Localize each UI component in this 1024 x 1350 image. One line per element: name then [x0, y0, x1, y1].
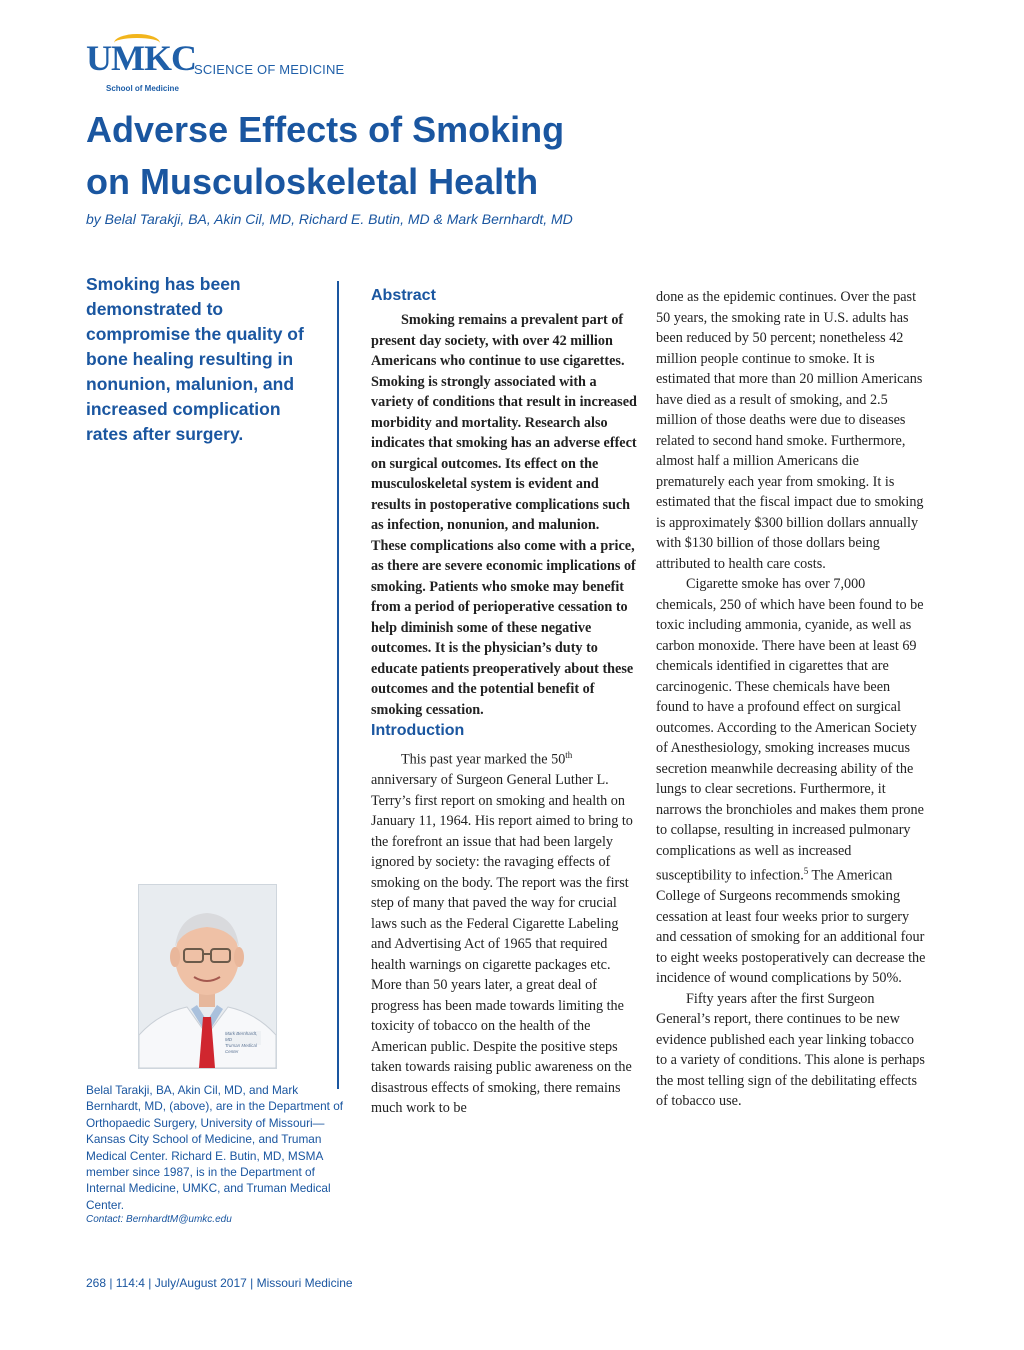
- intro-superscript: th: [565, 750, 573, 760]
- title-line-2: on Musculoskeletal Health: [86, 161, 539, 202]
- intro-text-b: anniversary of Surgeon General Luther L. Terry’s first report on smoking and health on January 11, 1964. His report aimed to bring to the forefront an issue that had been largely ignored by society: the ravaging effects of smoking on the body. The report was the first step of many that paved the way for crucial laws such as the Federal Cigarette Labeling and Advertising Act of 1965 that required health warnings on cigarette packages etc. More than 50 years later, a great deal of progress has been made towards limiting the toxicity of tobacco on the health of the American public. Despite the positive steps taken towards raising public awareness on the disastrous effects of smoking, there remains much work to be: [371, 772, 633, 1117]
- column-divider: [337, 281, 339, 1089]
- body-p2-text-b: The American College of Surgeons recommends smoking cessation at least four weeks prior to surgery and cessation of smoking for an additional four to eight weeks postoperatively can decrease the incidence of wound complications by 50%.: [656, 867, 926, 987]
- abstract-heading: Abstract: [371, 287, 436, 304]
- photo-name-badge: [225, 1031, 265, 1055]
- photo-badge-name: Mark Bernhardt, MD: [225, 1031, 258, 1042]
- byline: by Belal Tarakji, BA, Akin Cil, MD, Richard E. Butin, MD & Mark Bernhardt, MD: [86, 211, 573, 227]
- photo-badge-org: Truman Medical Center: [225, 1043, 257, 1054]
- logo-wordmark: [86, 40, 196, 76]
- title-line-1: Adverse Effects of Smoking: [86, 109, 565, 150]
- pull-quote: Smoking has been demonstrated to compromise the quality of bone healing resulting in nonunion, malunion, and increased complication rates after surgery.: [86, 274, 304, 444]
- author-photo: [138, 884, 277, 1069]
- middle-column: [371, 285, 637, 1119]
- logo-subtitle: School of Medicine: [106, 84, 179, 93]
- page-footer: 268 | 114:4 | July/August 2017 | Missouri Medicine: [86, 1276, 353, 1290]
- reference-superscript: 5: [803, 866, 809, 876]
- introduction-heading: Introduction: [371, 722, 465, 739]
- umkc-logo: [86, 40, 196, 93]
- author-caption: Belal Tarakji, BA, Akin Cil, MD, and Mark Bernhardt, MD, (above), are in the Department of Orthopaedic Surgery, University of Missouri—Kansas City School of Medicine, and Truman Medical Center. Richard E. Butin, MD, MSMA member since 1987, is in the Department of Internal Medicine, UMKC, and Truman Medical Center.: [86, 1083, 344, 1212]
- right-column: [656, 287, 926, 1112]
- logo-text: UMKC: [86, 38, 196, 78]
- introduction-paragraph: [371, 745, 637, 1119]
- body-paragraph-1: done as the epidemic continues. Over the past 50 years, the smoking rate in U.S. adults has been reduced by 50 percent; nonetheless 42 million people continue to smoke. It is estimated that more than 20 million Americans have died as a result of smoking, and 2.5 million of those deaths were due to diseases related to second hand smoke. Furthermore, almost half a million Americans die prematurely each year from smoking. It is estimated that the fiscal impact due to smoking is approximately $300 billion dollars annually with $130 billion of those dollars being attributed to health care costs.: [656, 289, 924, 572]
- intro-text-a: This past year marked the 50: [401, 751, 566, 768]
- body-paragraph-3: Fifty years after the first Surgeon General’s report, there continues to be new evidence published each year linking tobacco to a variety of conditions. This alone is perhaps the most telling sign of the debilitating effects of tobacco use.: [656, 990, 925, 1110]
- article-title: [86, 104, 786, 208]
- body-paragraph-2: [656, 574, 926, 989]
- section-label: SCIENCE OF MEDICINE: [194, 62, 345, 77]
- abstract-text: Smoking remains a prevalent part of present day society, with over 42 million Americans who continue to use cigarettes. Smoking is strongly associated with a variety of conditions that result in increased morbidity and mortality. Research also indicates that smoking has an adverse effect on surgical outcomes. Its effect on the musculoskeletal system is evident and results in postoperative complications such as infection, nonunion, and malunion. These complications also come with a price, as there are severe economic implications of smoking. Patients who smoke may benefit from a period of perioperative cessation to help diminish some of these negative outcomes. It is the physician’s duty to educate patients preoperatively about these outcomes and the potential benefit of smoking cessation.: [371, 312, 637, 718]
- body-p2-text-a: Cigarette smoke has over 7,000 chemicals, 250 of which have been found to be toxic including ammonia, cyanide, as well as carbon monoxide. There have been at least 69 chemicals identified in cigarettes that are carcinogenic. These chemicals have been found to have a profound effect on surgical outcomes. According to the American Society of Anesthesiology, smoking increases mucus secretion meanwhile decreasing ability of the lungs to clear secretions. Furthermore, it narrows the bronchioles and makes them prone to collapse, resulting in increased pulmonary complications as well as increased susceptibility to infection.: [656, 576, 924, 884]
- logo-arc: [114, 34, 160, 52]
- contact-line: Contact: BernhardtM@umkc.edu: [86, 1214, 232, 1225]
